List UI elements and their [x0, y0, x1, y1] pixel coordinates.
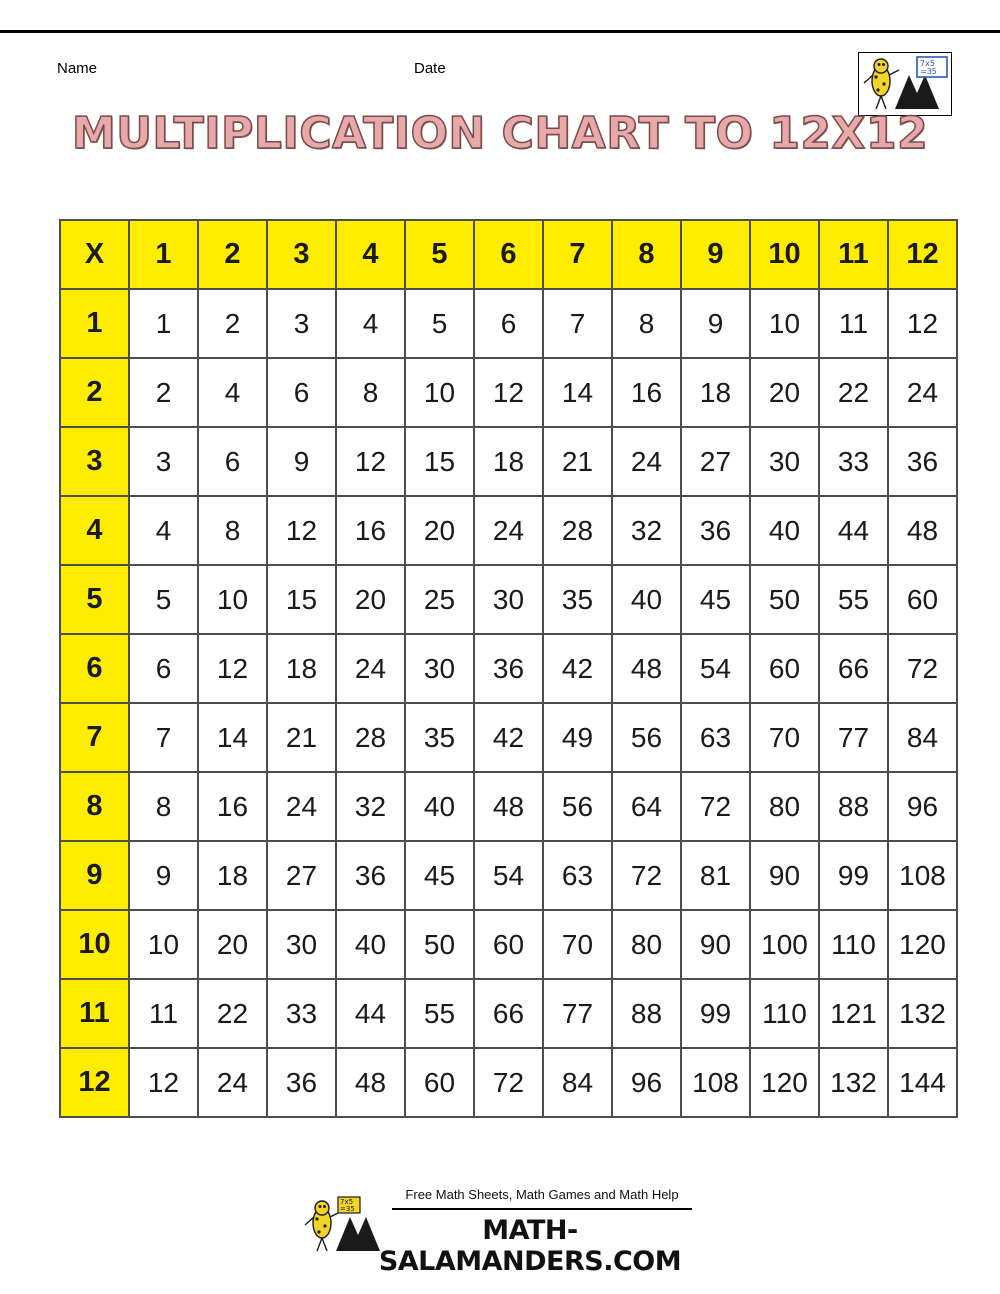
table-cell: 30 [405, 634, 474, 703]
table-cell: 60 [405, 1048, 474, 1117]
table-cell: 21 [543, 427, 612, 496]
table-cell: 4 [198, 358, 267, 427]
table-cell: 2 [198, 289, 267, 358]
table-cell: 24 [267, 772, 336, 841]
table-cell: 24 [612, 427, 681, 496]
table-cell: 30 [267, 910, 336, 979]
table-cell: 32 [336, 772, 405, 841]
table-cell: 56 [543, 772, 612, 841]
table-cell: 50 [750, 565, 819, 634]
table-cell: 77 [819, 703, 888, 772]
table-cell: 66 [474, 979, 543, 1048]
table-cell: 12 [888, 289, 957, 358]
table-cell: 110 [819, 910, 888, 979]
table-row-header: 2 [60, 358, 129, 427]
table-header-row [60, 220, 957, 289]
table-row-header: 12 [60, 1048, 129, 1117]
table-cell: 24 [198, 1048, 267, 1117]
footer-tagline: Free Math Sheets, Math Games and Math Help [405, 1187, 679, 1202]
table-cell: 6 [474, 289, 543, 358]
table-cell: 16 [336, 496, 405, 565]
table-row-header: 7 [60, 703, 129, 772]
header-logo [858, 52, 952, 116]
table-cell: 6 [267, 358, 336, 427]
table-cell: 5 [129, 565, 198, 634]
table-cell: 121 [819, 979, 888, 1048]
table-column-header: 4 [336, 220, 405, 289]
table-cell: 18 [198, 841, 267, 910]
table-cell: 90 [681, 910, 750, 979]
table-cell: 84 [543, 1048, 612, 1117]
table-cell: 45 [681, 565, 750, 634]
table-cell: 108 [888, 841, 957, 910]
table-cell: 40 [405, 772, 474, 841]
table-cell: 27 [267, 841, 336, 910]
table-cell: 18 [474, 427, 543, 496]
table-row [60, 496, 957, 565]
table-column-header: 12 [888, 220, 957, 289]
table-cell: 16 [198, 772, 267, 841]
table-cell: 77 [543, 979, 612, 1048]
page-title: MULTIPLICATION CHART TO 12X12 [71, 108, 929, 159]
table-row-header: 9 [60, 841, 129, 910]
table-row-header: 8 [60, 772, 129, 841]
table-cell: 12 [474, 358, 543, 427]
table-cell: 100 [750, 910, 819, 979]
table-row [60, 910, 957, 979]
table-cell: 11 [129, 979, 198, 1048]
table-cell: 63 [543, 841, 612, 910]
table-cell: 80 [612, 910, 681, 979]
table-cell: 60 [750, 634, 819, 703]
table-row-header: 3 [60, 427, 129, 496]
date-label: Date [414, 60, 446, 77]
table-cell: 60 [474, 910, 543, 979]
table-cell: 14 [198, 703, 267, 772]
table-row [60, 1048, 957, 1117]
table-row-header: 1 [60, 289, 129, 358]
multiplication-table-wrapper [59, 219, 958, 1118]
table-cell: 20 [198, 910, 267, 979]
table-row [60, 565, 957, 634]
table-cell: 11 [819, 289, 888, 358]
table-cell: 48 [612, 634, 681, 703]
table-column-header: 5 [405, 220, 474, 289]
table-cell: 30 [750, 427, 819, 496]
table-row-header: 10 [60, 910, 129, 979]
table-cell: 8 [612, 289, 681, 358]
table-column-header: 8 [612, 220, 681, 289]
table-cell: 70 [543, 910, 612, 979]
footer [0, 1183, 1000, 1277]
table-cell: 90 [750, 841, 819, 910]
table-cell: 7 [543, 289, 612, 358]
table-cell: 9 [129, 841, 198, 910]
table-cell: 44 [336, 979, 405, 1048]
table-cell: 36 [888, 427, 957, 496]
table-cell: 40 [336, 910, 405, 979]
svg-text:7x5: 7x5 [920, 59, 935, 68]
table-cell: 66 [819, 634, 888, 703]
table-cell: 54 [681, 634, 750, 703]
table-cell: 108 [681, 1048, 750, 1117]
svg-text:=35: =35 [920, 67, 937, 76]
table-cell: 60 [888, 565, 957, 634]
table-cell: 3 [129, 427, 198, 496]
table-cell: 80 [750, 772, 819, 841]
table-cell: 88 [819, 772, 888, 841]
table-row-header: 11 [60, 979, 129, 1048]
table-cell: 24 [474, 496, 543, 565]
table-cell: 120 [750, 1048, 819, 1117]
table-cell: 36 [267, 1048, 336, 1117]
table-cell: 9 [267, 427, 336, 496]
table-cell: 110 [750, 979, 819, 1048]
svg-text:7x5: 7x5 [340, 1198, 354, 1206]
table-cell: 1 [129, 289, 198, 358]
table-cell: 24 [888, 358, 957, 427]
table-cell: 44 [819, 496, 888, 565]
table-row [60, 427, 957, 496]
table-cell: 9 [681, 289, 750, 358]
table-cell: 10 [198, 565, 267, 634]
table-cell: 28 [543, 496, 612, 565]
table-cell: 18 [267, 634, 336, 703]
table-cell: 40 [612, 565, 681, 634]
table-cell: 22 [198, 979, 267, 1048]
table-cell: 24 [336, 634, 405, 703]
table-row-header: 6 [60, 634, 129, 703]
table-cell: 27 [681, 427, 750, 496]
table-cell: 120 [888, 910, 957, 979]
table-cell: 48 [336, 1048, 405, 1117]
table-column-header: 9 [681, 220, 750, 289]
footer-brand: MATH-SALAMANDERS.COM [378, 1215, 682, 1277]
table-column-header: 3 [267, 220, 336, 289]
table-cell: 33 [267, 979, 336, 1048]
table-cell: 33 [819, 427, 888, 496]
table-cell: 72 [888, 634, 957, 703]
table-cell: 15 [405, 427, 474, 496]
svg-text:=35: =35 [340, 1205, 355, 1213]
table-cell: 48 [888, 496, 957, 565]
multiplication-table [59, 219, 958, 1118]
table-cell: 81 [681, 841, 750, 910]
table-cell: 12 [129, 1048, 198, 1117]
table-cell: 99 [681, 979, 750, 1048]
table-column-header: 10 [750, 220, 819, 289]
table-cell: 28 [336, 703, 405, 772]
table-cell: 144 [888, 1048, 957, 1117]
table-cell: 55 [405, 979, 474, 1048]
table-column-header: 1 [129, 220, 198, 289]
top-divider [0, 30, 1000, 33]
table-row [60, 979, 957, 1048]
table-column-header: 7 [543, 220, 612, 289]
table-cell: 30 [474, 565, 543, 634]
table-row [60, 358, 957, 427]
table-row [60, 841, 957, 910]
table-cell: 10 [129, 910, 198, 979]
table-cell: 35 [543, 565, 612, 634]
table-cell: 42 [474, 703, 543, 772]
table-cell: 49 [543, 703, 612, 772]
table-cell: 10 [405, 358, 474, 427]
table-row-header: 5 [60, 565, 129, 634]
table-cell: 15 [267, 565, 336, 634]
table-cell: 56 [612, 703, 681, 772]
table-cell: 8 [198, 496, 267, 565]
table-row [60, 634, 957, 703]
table-cell: 132 [888, 979, 957, 1048]
table-cell: 72 [612, 841, 681, 910]
table-cell: 99 [819, 841, 888, 910]
table-cell: 35 [405, 703, 474, 772]
table-cell: 36 [474, 634, 543, 703]
table-cell: 3 [267, 289, 336, 358]
table-cell: 96 [612, 1048, 681, 1117]
table-cell: 20 [336, 565, 405, 634]
name-label: Name [57, 60, 98, 77]
table-cell: 4 [129, 496, 198, 565]
table-cell: 70 [750, 703, 819, 772]
table-cell: 16 [612, 358, 681, 427]
table-cell: 8 [129, 772, 198, 841]
table-row [60, 772, 957, 841]
table-row [60, 289, 957, 358]
table-cell: 14 [543, 358, 612, 427]
table-cell: 50 [405, 910, 474, 979]
table-cell: 6 [198, 427, 267, 496]
table-cell: 45 [405, 841, 474, 910]
table-cell: 32 [612, 496, 681, 565]
table-column-header: 11 [819, 220, 888, 289]
table-cell: 6 [129, 634, 198, 703]
table-cell: 40 [750, 496, 819, 565]
table-cell: 72 [474, 1048, 543, 1117]
table-cell: 12 [336, 427, 405, 496]
table-cell: 63 [681, 703, 750, 772]
table-cell: 12 [267, 496, 336, 565]
table-column-header: 2 [198, 220, 267, 289]
table-cell: 25 [405, 565, 474, 634]
table-column-header: 6 [474, 220, 543, 289]
table-cell: 88 [612, 979, 681, 1048]
table-cell: 7 [129, 703, 198, 772]
table-cell: 72 [681, 772, 750, 841]
table-cell: 48 [474, 772, 543, 841]
table-cell: 42 [543, 634, 612, 703]
table-cell: 5 [405, 289, 474, 358]
table-cell: 55 [819, 565, 888, 634]
table-cell: 18 [681, 358, 750, 427]
table-cell: 12 [198, 634, 267, 703]
table-row [60, 703, 957, 772]
table-corner-cell: X [60, 220, 129, 289]
table-cell: 21 [267, 703, 336, 772]
table-cell: 8 [336, 358, 405, 427]
table-cell: 132 [819, 1048, 888, 1117]
table-cell: 20 [405, 496, 474, 565]
table-cell: 36 [336, 841, 405, 910]
table-cell: 84 [888, 703, 957, 772]
table-cell: 96 [888, 772, 957, 841]
footer-divider [392, 1208, 692, 1210]
table-cell: 22 [819, 358, 888, 427]
table-cell: 64 [612, 772, 681, 841]
table-cell: 4 [336, 289, 405, 358]
table-cell: 54 [474, 841, 543, 910]
table-cell: 2 [129, 358, 198, 427]
table-cell: 36 [681, 496, 750, 565]
table-cell: 20 [750, 358, 819, 427]
table-row-header: 4 [60, 496, 129, 565]
table-cell: 10 [750, 289, 819, 358]
